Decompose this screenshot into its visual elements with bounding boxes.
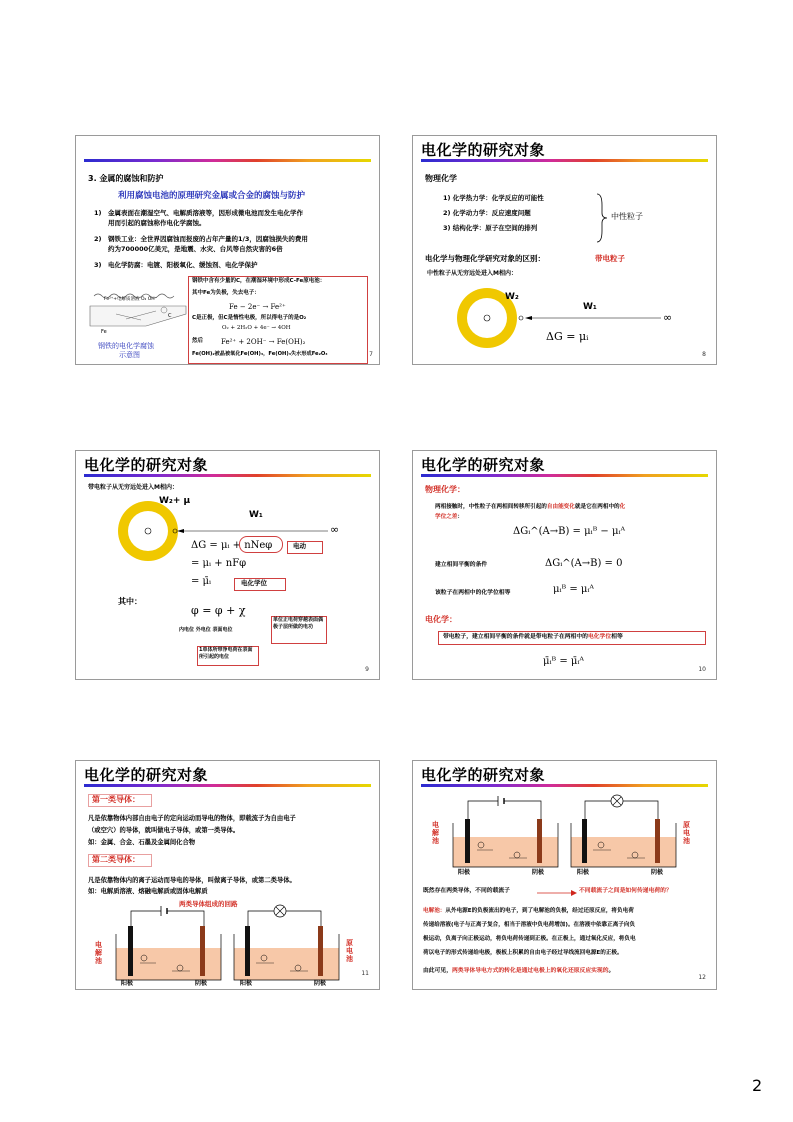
equation-line2: = μᵢ + nFφ bbox=[191, 558, 247, 569]
text: 两相接触时，中性粒子在两相间转移所引起的 bbox=[435, 504, 547, 510]
equation-zero: ΔGᵢ^(A→B) = 0 bbox=[545, 558, 623, 569]
brace-label: 中性粒子 bbox=[611, 212, 643, 221]
slide-12 bbox=[412, 760, 717, 990]
explanation-line4: 荷以电子的形式传递给电极，极板上积累的自由电子经过导线流回电源E的正极。 bbox=[423, 950, 623, 956]
title-gradient-bar bbox=[421, 159, 708, 162]
diagram-top-label: Fe²⁺+电解质溶液 O₂ OH⁻ bbox=[104, 297, 158, 302]
slide-title: 电化学的研究对象 bbox=[421, 456, 546, 474]
infinity-label: ∞ bbox=[330, 523, 340, 536]
electric-term-highlight bbox=[239, 536, 283, 553]
title-gradient-bar bbox=[421, 474, 708, 477]
box-line3: C是正极，但C是惰性电极，所以得电子的是O₂ bbox=[192, 315, 307, 321]
item-number: 2) bbox=[94, 235, 102, 243]
first-conductor-line2: （或空穴）的导体，就叫做电子导体，或第一类导体。 bbox=[88, 827, 240, 834]
anode-label: 阳极 bbox=[121, 980, 134, 987]
w1-label: W₁ bbox=[249, 510, 263, 520]
w2-label: W₂ bbox=[505, 292, 519, 302]
w1-label: W₁ bbox=[583, 302, 597, 312]
text: 。 bbox=[608, 968, 615, 974]
box-line2: 其中Fe为负极，失去电子： bbox=[192, 290, 260, 296]
physchem-heading: 物理化学： bbox=[425, 485, 465, 494]
diagram-fe-label: Fe bbox=[101, 329, 107, 335]
cathode-label: 阴极 bbox=[651, 869, 664, 876]
box-line1: 钢铁中含有少量的C，在潮湿环境中形成C-Fe原电池： bbox=[192, 278, 326, 284]
arrow-icon bbox=[537, 890, 577, 896]
explanation-line3: 极运动，负离子向正极运动，将负电荷传递到正极。在正极上，通过氧化反应，将负电 bbox=[423, 936, 636, 942]
diagram-caption-line2: 示意图 bbox=[119, 351, 140, 359]
anode-label: 阳极 bbox=[458, 869, 471, 876]
highlight: 自由能变化 bbox=[546, 504, 575, 510]
slide-page-number: 10 bbox=[698, 666, 706, 673]
diagram-c-label: C bbox=[168, 313, 172, 319]
electrolytic-cell-label: 电解池 bbox=[95, 941, 102, 966]
explanation-line1 bbox=[423, 907, 634, 915]
slide-title: 电化学的研究对象 bbox=[84, 456, 209, 474]
item-number: 1) bbox=[94, 209, 102, 217]
equilibrium-condition: 建立相间平衡的条件 bbox=[435, 562, 488, 568]
galvanic-cell-label: 原电池 bbox=[683, 821, 690, 846]
highlight: 电化学位 bbox=[587, 634, 612, 640]
box-line4: Fe(OH)₂被晶被氧化Fe(OH)₃，Fe(OH)₃失水形成Fe₂O₃ bbox=[192, 351, 328, 357]
item2-line2: 约为700000亿美元，是地震、水灾、台风等自然灾害的6倍 bbox=[108, 245, 283, 253]
slide7-subtitle: 利用腐蚀电池的原理研究金属或合金的腐蚀与防护 bbox=[118, 191, 306, 201]
potential-labels: 内电位 外电位 表面电位 bbox=[179, 627, 233, 633]
cathode-label: 阴极 bbox=[532, 869, 545, 876]
difference-text: 电化学与物理化学研究对象的区别： bbox=[425, 254, 545, 263]
slide-9 bbox=[75, 450, 380, 680]
equation-hydroxide: Fe²⁺ + 2OH⁻ → Fe(OH)₂ bbox=[221, 338, 306, 346]
label-ec-potential: 电化学位 bbox=[241, 579, 267, 587]
item3-line1: 电化学防腐：电镀、阳极氧化、缓蚀剂、电化学保护 bbox=[108, 261, 258, 269]
condition-text bbox=[443, 633, 623, 641]
label-electric: 电动 bbox=[293, 542, 306, 550]
diagram-caption-line1: 钢铁的电化学腐蚀 bbox=[98, 342, 154, 350]
equation-fe-oxidation: Fe − 2e⁻ → Fe²⁺ bbox=[229, 303, 286, 311]
equation-o2-reduction: O₂ + 2H₂O + 4e⁻ → 4OH bbox=[222, 325, 291, 331]
title-gradient-bar bbox=[84, 474, 371, 477]
slide-title: 电化学的研究对象 bbox=[421, 766, 546, 784]
physchem-heading: 物理化学 bbox=[425, 174, 457, 183]
phase-diagram bbox=[413, 276, 693, 365]
slide-11 bbox=[75, 760, 380, 990]
equal-potential-text: 该粒子在两相中的化学位相等 bbox=[435, 590, 511, 596]
circuit-diagram bbox=[76, 906, 376, 986]
note-surface-work: 单位正电荷穿越表面偶极子层所做的电功 bbox=[273, 617, 324, 630]
text: 就是它在两相中的 bbox=[574, 504, 620, 510]
anode-label: 阳极 bbox=[240, 980, 253, 987]
slide-page-number: 7 bbox=[369, 351, 373, 358]
brace-icon bbox=[596, 193, 608, 243]
neutral-particle-text: 中性粒子从无穷远处进入M相内： bbox=[427, 270, 517, 277]
text: 相等 bbox=[611, 634, 623, 640]
equation-ec-equal: μ̄ᵢᴮ = μ̄ᵢᴬ bbox=[543, 656, 584, 667]
slide-page-number: 8 bbox=[702, 351, 706, 358]
explanation-line2: 传递给溶液(电子与正离子复合，相当于溶液中负电荷增加)。在溶液中依靠正离子向负 bbox=[423, 922, 636, 928]
gibbs-equation: ΔG = μᵢ bbox=[546, 330, 589, 343]
list-item: 2) 化学动力学：反应速度问题 bbox=[443, 209, 531, 217]
equation-line3: = μ̄ᵢ bbox=[191, 576, 212, 587]
equation-mu-equal: μᵢᴮ = μᵢᴬ bbox=[553, 584, 594, 595]
cathode-label: 阴极 bbox=[195, 980, 208, 987]
first-conductor-heading: 第一类导体： bbox=[92, 795, 140, 804]
anode-label: 阳极 bbox=[577, 869, 590, 876]
title-gradient-bar bbox=[84, 784, 371, 787]
page-number: 2 bbox=[752, 1076, 763, 1095]
second-conductor-line2: 如：电解质溶液、熔融电解质或固体电解质 bbox=[88, 888, 208, 895]
title-gradient-bar bbox=[421, 784, 708, 787]
electrochem-heading: 电化学： bbox=[425, 615, 457, 624]
second-conductor-heading: 第二类导体： bbox=[92, 855, 140, 864]
text: 由此可见， bbox=[423, 968, 452, 974]
paragraph-line1 bbox=[435, 503, 625, 511]
first-conductor-line1: 凡是依靠物体内部自由电子的定向运动而导电的物体，即载流子为自由电子 bbox=[88, 815, 296, 822]
difference-highlight: 带电粒子 bbox=[595, 254, 625, 263]
text: ： bbox=[457, 514, 463, 520]
list-item: 1) 化学热力学：化学反应的可能性 bbox=[443, 194, 544, 202]
item1-line2: 用而引起的腐蚀称作电化学腐蚀。 bbox=[108, 219, 206, 227]
slide-page-number: 12 bbox=[698, 974, 706, 981]
highlight: 两类导体导电方式的转化是通过电极上的氧化还原反应实现的 bbox=[452, 968, 609, 974]
slide-page-number: 9 bbox=[365, 666, 369, 673]
equation-line1: ΔG = μᵢ + nNeφ bbox=[191, 540, 273, 551]
w2-mu-label: W₂+ μ bbox=[159, 496, 191, 506]
text: 从外电源E的负极流出的电子，到了电解池的负极，经过还原反应，将负电荷 bbox=[445, 908, 634, 914]
question-text: 既然存在两类导体，不同的载流子 bbox=[423, 888, 510, 894]
galvanic-cell-label: 原电池 bbox=[346, 939, 353, 964]
slide7-heading: 3. 金属的腐蚀和防护 bbox=[88, 174, 164, 183]
box-then-label: 然后 bbox=[192, 338, 204, 344]
equation-delta-g: ΔGᵢ^(A→B) = μᵢᴮ − μᵢᴬ bbox=[513, 526, 626, 537]
among-label: 其中： bbox=[118, 597, 142, 606]
summary-line bbox=[423, 967, 614, 975]
slide-title: 电化学的研究对象 bbox=[84, 766, 209, 784]
list-item: 3) 结构化学：原子在空间的排列 bbox=[443, 224, 538, 232]
question-highlight: 不同载流子之间是如何传递电荷的？ bbox=[579, 888, 672, 894]
charged-particle-text: 带电粒子从无穷远处进入M相内： bbox=[88, 484, 178, 491]
second-conductor-line1: 凡是依靠物体内的离子运动而导电的导体，叫做离子导体，或第二类导体。 bbox=[88, 877, 296, 884]
slide-8 bbox=[412, 135, 717, 365]
cathode-label: 阴极 bbox=[314, 980, 327, 987]
slide-7 bbox=[75, 135, 380, 365]
slide-10 bbox=[412, 450, 717, 680]
potential-equation: φ = φ + χ bbox=[191, 604, 246, 617]
note-net-charge: 1单体所带净电荷在表面所引起的电位 bbox=[199, 647, 253, 660]
circuit-diagram bbox=[413, 789, 713, 869]
highlight: 学位之差 bbox=[435, 514, 458, 520]
item1-line1: 金属表面在潮湿空气、电解质溶液等，因形成微电池而发生电化学作 bbox=[108, 209, 303, 217]
electrolytic-cell-label: 电解池 bbox=[432, 821, 439, 846]
slide-page-number: 11 bbox=[361, 970, 369, 977]
first-conductor-line3: 如：金属、合金、石墨及金属间化合物 bbox=[88, 839, 196, 846]
corrosion-diagram bbox=[86, 286, 196, 346]
explanation-heading: 电解池： bbox=[423, 908, 446, 914]
title-gradient-bar bbox=[84, 159, 371, 162]
paragraph-line2 bbox=[435, 513, 463, 521]
text: 带电粒子，建立相间平衡的条件就是带电粒子在两相中的 bbox=[443, 634, 588, 640]
highlight: 化 bbox=[619, 504, 626, 510]
slide-title: 电化学的研究对象 bbox=[421, 141, 546, 159]
item-number: 3) bbox=[94, 261, 102, 269]
item2-line1: 钢铁工业：全世界因腐蚀而报废的占年产量的1/3，因腐蚀损失的费用 bbox=[108, 235, 308, 243]
loop-caption: 两类导体组成的回路 bbox=[179, 900, 238, 908]
infinity-label: ∞ bbox=[663, 311, 673, 324]
